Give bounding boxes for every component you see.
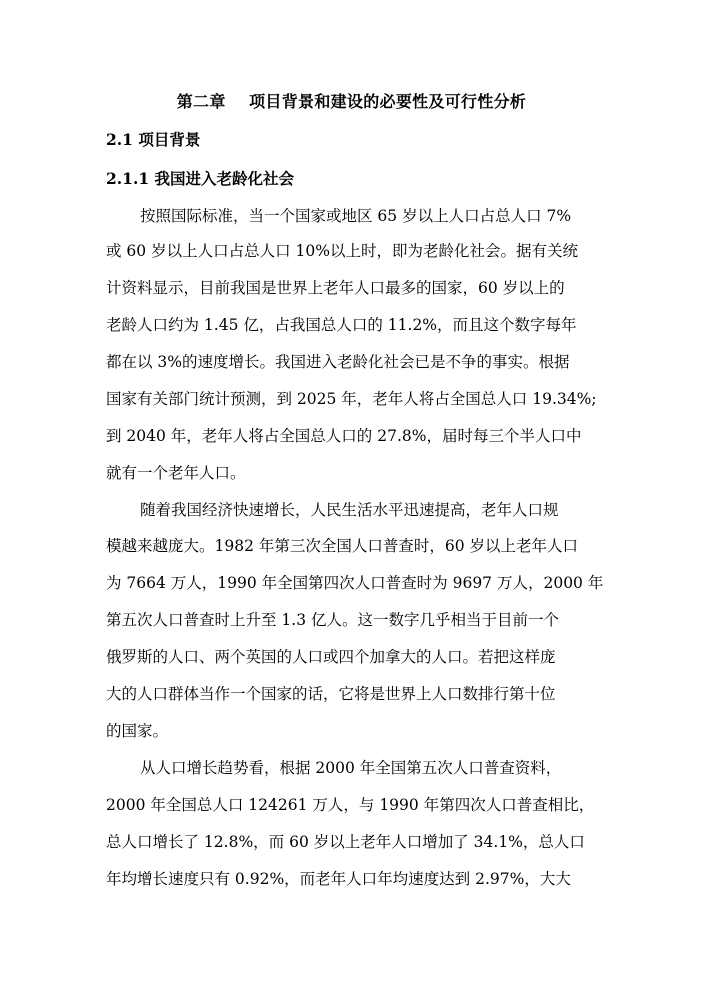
- paragraph-1-line: 计资料显示，目前我国是世界上老年人口最多的国家，60 岁以上的: [106, 279, 565, 297]
- paragraph-3-line: 从人口增长趋势看，根据 2000 年全国第五次人口普查资料，: [140, 759, 562, 777]
- paragraph-2-line: 为 7664 万人，1990 年全国第四次人口普查时为 9697 万人，2000 年: [106, 574, 604, 592]
- paragraph-1-line: 或 60 岁以上人口占总人口 10%以上时，即为老龄化社会。据有关统: [106, 242, 578, 260]
- paragraph-1-line: 都在以 3%的速度增长。我国进入老龄化社会已是不争的事实。根据: [106, 353, 570, 371]
- paragraph-2-line: 的国家。: [106, 722, 169, 740]
- paragraph-2-line: 随着我国经济快速增长，人民生活水平迅速提高，老年人口规: [140, 501, 559, 519]
- paragraph-3-line: 2000 年全国总人口 124261 万人，与 1990 年第四次人口普查相比，: [106, 796, 595, 814]
- paragraph-2-line: 大的人口群体当作一个国家的话，它将是世界上人口数排行第十位: [106, 685, 556, 703]
- paragraph-1-line: 老龄人口约为 1.45 亿，占我国总人口的 11.2%，而且这个数字每年: [106, 316, 577, 334]
- paragraph-3-line: 总人口增长了 12.8%，而 60 岁以上老年人口增加了 34.1%，总人口: [106, 833, 585, 851]
- paragraph-1-line: 就有一个老年人口。: [106, 464, 246, 482]
- chapter-title: 第二章 项目背景和建设的必要性及可行性分析: [176, 92, 527, 111]
- section-heading-2-1-1: 2.1.1 我国进入老龄化社会: [106, 169, 295, 188]
- paragraph-1-line: 按照国际标准，当一个国家或地区 65 岁以上人口占总人口 7%: [140, 207, 572, 225]
- paragraph-2-line: 俄罗斯的人口、两个英国的人口或四个加拿大的人口。若把这样庞: [106, 648, 556, 666]
- paragraph-3-line: 年均增长速度只有 0.92%，而老年人口年均速度达到 2.97%，大大: [106, 870, 571, 888]
- paragraph-1-line: 国家有关部门统计预测，到 2025 年，老年人将占全国总人口 19.34%;: [106, 390, 597, 408]
- section-heading-2-1: 2.1 项目背景: [106, 130, 201, 149]
- paragraph-2-line: 模越来越庞大。1982 年第三次全国人口普查时，60 岁以上老年人口: [106, 537, 579, 555]
- paragraph-2-line: 第五次人口普查时上升至 1.3 亿人。这一数字几乎相当于目前一个: [106, 611, 560, 629]
- paragraph-1-line: 到 2040 年，老年人将占全国总人口的 27.8%，届时每三个半人口中: [106, 427, 582, 445]
